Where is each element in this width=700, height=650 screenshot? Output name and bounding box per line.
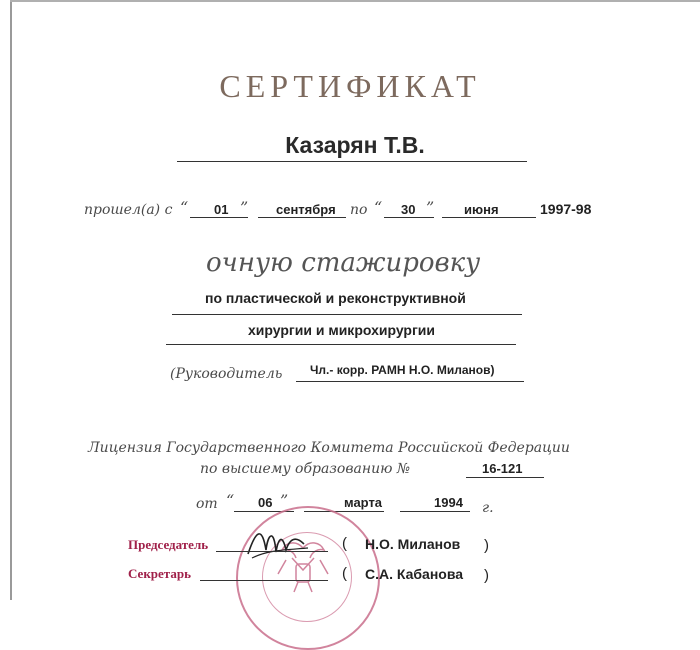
start-day: 01	[214, 202, 229, 217]
secretary-name: С.А. Кабанова	[365, 566, 464, 582]
license-line-2: по высшему образованию №	[200, 461, 411, 477]
quote-close-2: ”	[426, 198, 435, 217]
license-line-1: Лицензия Государственного Комитета Российской Федерации	[88, 440, 570, 456]
signature-icon	[244, 520, 314, 564]
recipient-name-underline	[177, 161, 527, 162]
quote-close-3: ”	[280, 491, 289, 510]
topic-line-2-underline	[166, 344, 516, 345]
license-year-line	[400, 511, 470, 512]
chairman-label: Председатель	[128, 537, 209, 552]
topic-line-2: хирургии и микрохирургии	[248, 322, 436, 338]
training-type: очную стажировку	[206, 248, 481, 278]
license-year: 1994	[434, 495, 463, 510]
license-number: 16-121	[482, 461, 523, 476]
start-month: сентября	[276, 202, 336, 217]
to-label: по	[350, 202, 368, 218]
secretary-paren-close: )	[484, 567, 489, 584]
license-number-line	[466, 477, 544, 478]
certificate-title: СЕРТИФИКАТ	[219, 68, 481, 104]
recipient-name: Казарян Т.В.	[285, 132, 425, 158]
from-label: от	[196, 496, 218, 512]
chairman-paren-close: )	[484, 537, 489, 554]
end-month: июня	[464, 202, 499, 217]
secretary-paren-open: (	[342, 565, 347, 582]
supervisor-label: (Руководитель	[170, 366, 283, 382]
quote-open-1: “	[180, 198, 189, 217]
quote-open-3: “	[226, 491, 235, 510]
topic-line-1: по пластической и реконструктивной	[205, 290, 466, 306]
passed-label: прошел(а) с	[84, 202, 173, 218]
start-day-line	[190, 217, 248, 218]
academic-years: 1997-98	[540, 201, 592, 217]
year-suffix: г.	[482, 500, 494, 516]
chairman-paren-open: (	[342, 535, 347, 552]
chairman-name: Н.О. Миланов	[365, 536, 461, 552]
supervisor-underline	[296, 381, 524, 382]
chairman-signature-line	[216, 551, 328, 552]
supervisor-value: Чл.- корр. РАМН Н.О. Миланов)	[310, 363, 495, 377]
end-day-line	[384, 217, 434, 218]
secretary-signature-line	[200, 580, 328, 581]
start-month-line	[258, 217, 346, 218]
license-day: 06	[258, 495, 273, 510]
quote-close-1: ”	[240, 198, 249, 217]
quote-open-2: “	[374, 198, 383, 217]
end-month-line	[442, 217, 536, 218]
license-month: марта	[344, 495, 383, 510]
page-border-top	[10, 0, 700, 2]
end-day: 30	[401, 202, 416, 217]
topic-line-1-underline	[172, 314, 522, 315]
secretary-label: Секретарь	[128, 566, 191, 581]
